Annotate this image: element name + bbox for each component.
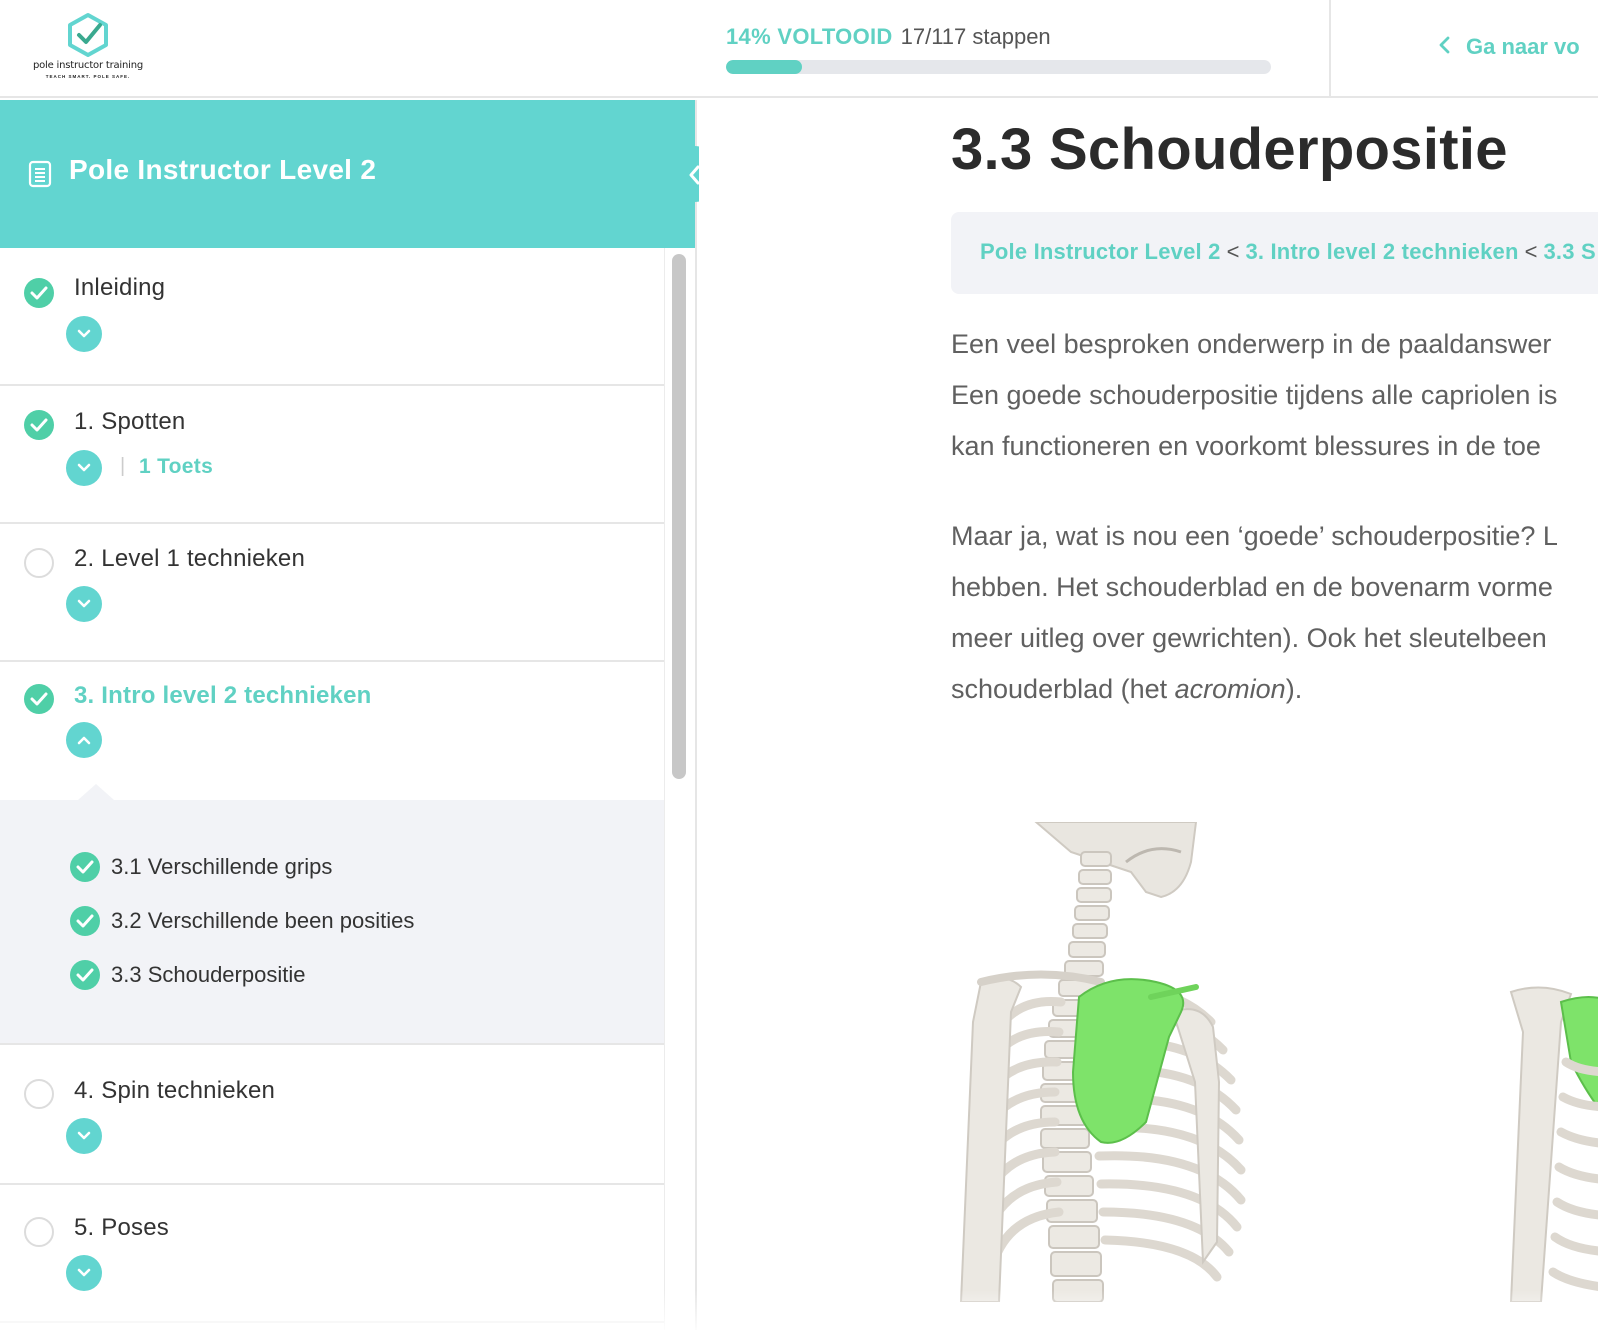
hexagon-check-icon (66, 12, 110, 58)
sidebar-scroll-track (664, 248, 665, 1330)
progress-steps: 17/117 stappen (900, 24, 1051, 49)
chevron-down-icon[interactable] (66, 586, 102, 622)
text-line (951, 664, 1598, 715)
empty-circle-icon (24, 1079, 54, 1109)
lesson-title[interactable]: 3.3 Schouderpositie (111, 962, 306, 987)
lesson-list-pointer (78, 784, 114, 800)
breadcrumb-item-section[interactable]: 3. Intro level 2 technieken (1245, 239, 1519, 264)
sidebar-course-title[interactable]: Pole Instructor Level 2 (69, 154, 377, 185)
lesson-paragraph-1 (951, 319, 1598, 472)
lesson-title[interactable]: 3.1 Verschillende grips (111, 854, 333, 879)
chevron-down-icon[interactable] (66, 1118, 102, 1154)
italic-term: acromion (1174, 674, 1286, 704)
check-circle-icon (24, 278, 54, 308)
header-divider (1329, 0, 1331, 98)
empty-circle-icon (24, 1217, 54, 1247)
top-bar (0, 0, 1598, 98)
progress-bar-fill (726, 60, 802, 74)
breadcrumb-separator: < (1226, 239, 1240, 264)
sidebar-section-title[interactable]: 4. Spin technieken (74, 1077, 276, 1104)
sidebar-section-level-1-technieken[interactable] (0, 524, 664, 662)
document-icon (28, 160, 52, 193)
brand-name: pole instructor training (32, 60, 144, 71)
sidebar-section-spin-technieken[interactable] (0, 1047, 664, 1185)
scapula-highlight (1073, 979, 1183, 1143)
bottom-fade-overlay (0, 1290, 1598, 1330)
breadcrumb-item-course[interactable]: Pole Instructor Level 2 (980, 239, 1221, 264)
course-sidebar (0, 100, 697, 1330)
sidebar-section-inleiding[interactable] (0, 248, 664, 386)
sidebar-section-title[interactable]: 1. Spotten (74, 408, 186, 435)
sidebar-section-title[interactable]: 5. Poses (74, 1214, 169, 1241)
chevron-down-icon[interactable] (66, 1255, 102, 1291)
sidebar-scrollbar[interactable] (672, 254, 686, 779)
sidebar-section-title[interactable]: 3. Intro level 2 technieken (74, 682, 372, 709)
text-line: meer uitleg over gewrichten). Ook het sleutelbeen (951, 623, 1547, 653)
sidebar-course-header (0, 100, 697, 248)
chevron-down-icon[interactable] (66, 316, 102, 352)
progress-percent: 14% VOLTOOID (726, 24, 893, 49)
back-to-overview-link[interactable] (1438, 34, 1580, 60)
chevron-left-icon (1438, 34, 1450, 60)
lesson-paragraph-2 (951, 511, 1598, 715)
text-line: Maar ja, wat is nou een ‘goede’ schouderpositie? L (951, 521, 1558, 551)
empty-circle-icon (24, 548, 54, 578)
skeleton-illustration (951, 822, 1598, 1302)
sidebar-section-title[interactable]: 2. Level 1 technieken (74, 545, 306, 572)
text-line: Een goede schouderpositie tijdens alle capriolen is (951, 380, 1558, 410)
progress-bar (726, 60, 1271, 74)
brand-tagline: TEACH SMART. POLE SAFE. (45, 74, 131, 79)
breadcrumb-item-lesson[interactable]: 3.3 S (1543, 239, 1596, 264)
chevron-down-icon[interactable] (66, 450, 102, 486)
lesson-content (699, 100, 1598, 1330)
breadcrumb (951, 212, 1598, 294)
check-circle-icon (24, 684, 54, 714)
text-line: kan functioneren en voorkomt blessures in de toe (951, 431, 1541, 461)
course-progress (726, 24, 1271, 50)
sidebar-section-spotten[interactable] (0, 386, 664, 524)
check-circle-icon (70, 852, 100, 882)
text-line: hebben. Het schouderblad en de bovenarm vorme (951, 572, 1553, 602)
sidebar-section-intro-level-2-technieken[interactable] (0, 662, 664, 800)
quiz-count-link[interactable]: 1 Toets (139, 455, 214, 478)
text-fragment: ). (1285, 674, 1303, 704)
text-fragment: schouderblad (het (951, 674, 1175, 704)
sidebar-section-title[interactable]: Inleiding (74, 274, 166, 301)
breadcrumb-separator: < (1524, 239, 1538, 264)
text-line: Een veel besproken onderwerp in de paaldanswer (951, 329, 1552, 359)
lesson-list (0, 800, 664, 1045)
back-link-label: Ga naar vo (1466, 34, 1580, 59)
check-circle-icon (24, 410, 54, 440)
lesson-title[interactable]: 3.2 Verschillende been posities (111, 908, 415, 933)
brand-logo[interactable] (28, 12, 148, 86)
check-circle-icon (70, 960, 100, 990)
shoulder-anatomy-image (951, 822, 1598, 1302)
divider: | (120, 455, 126, 477)
page-title: 3.3 Schouderpositie (951, 117, 1508, 182)
chevron-up-icon[interactable] (66, 722, 102, 758)
check-circle-icon (70, 906, 100, 936)
